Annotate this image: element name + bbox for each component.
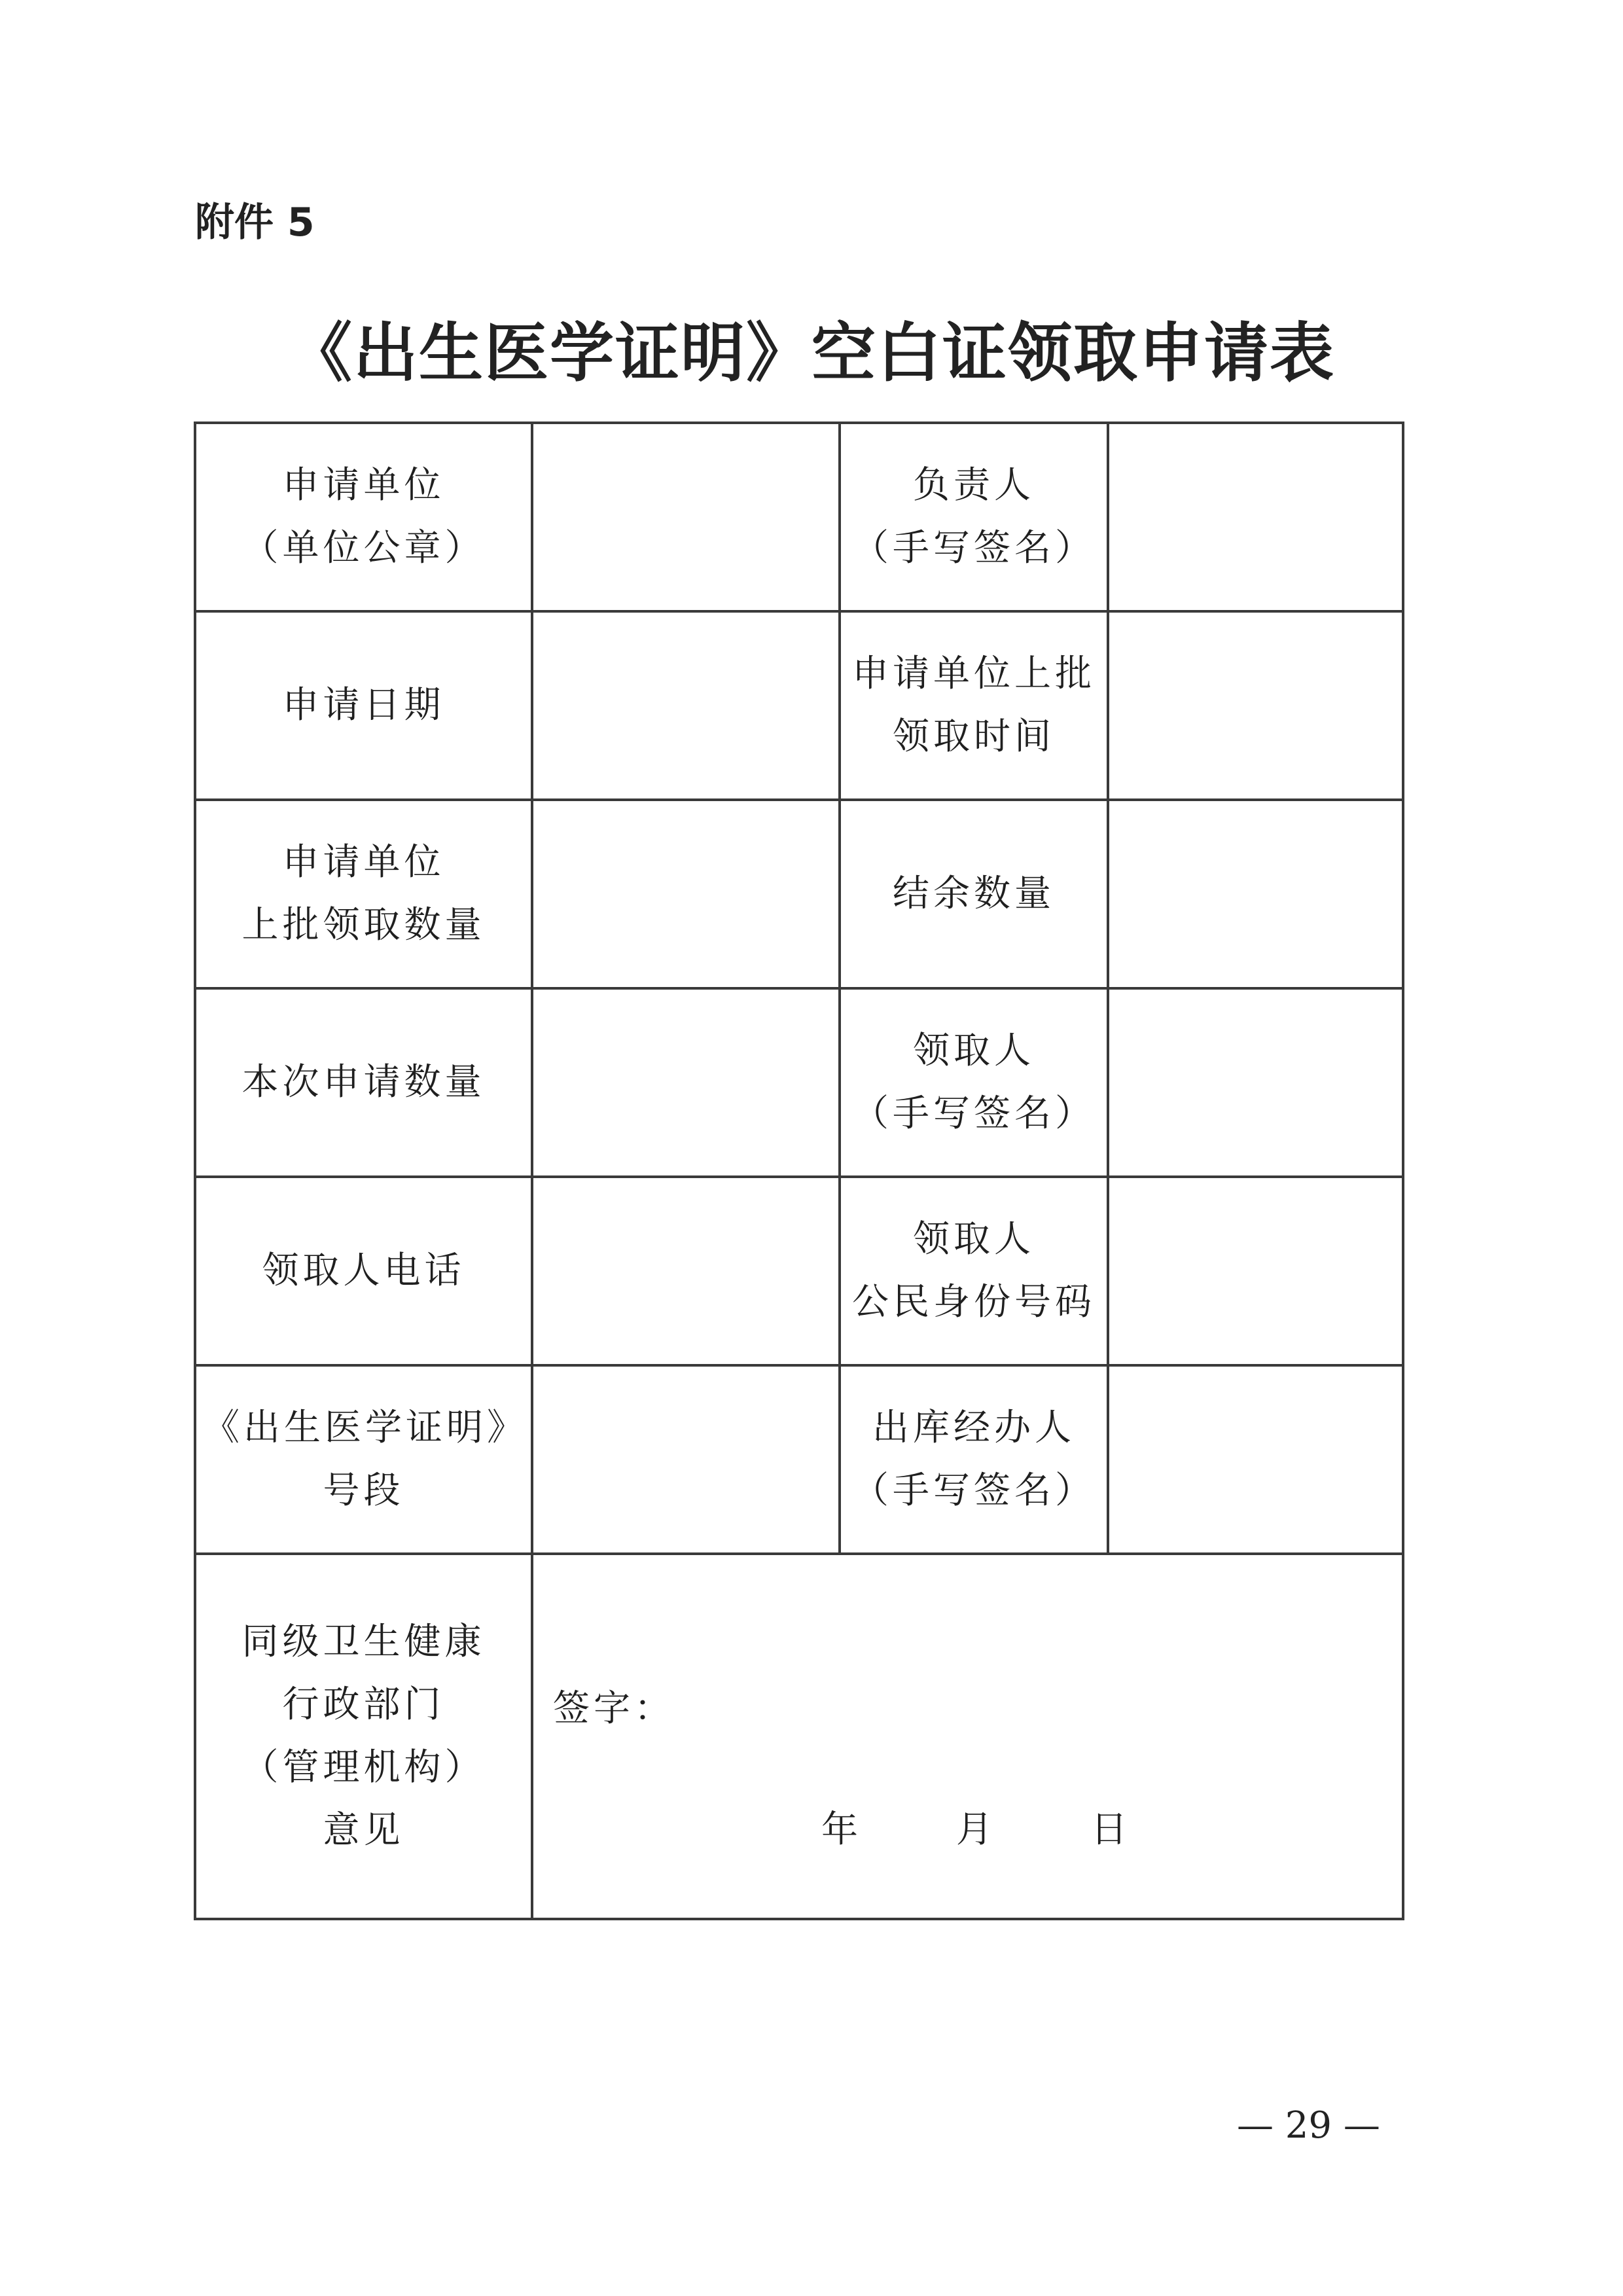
form-title: 《出生医学证明》空白证领取申请表	[287, 316, 1335, 391]
date-month-label: 月	[955, 1808, 997, 1851]
form-row-opinion	[195, 1554, 1403, 1919]
form-row	[195, 423, 1403, 611]
last-collection-time-field[interactable]	[1108, 611, 1403, 800]
responsible-person-field[interactable]	[1108, 423, 1403, 611]
label-applicant-unit: 申请单位 （单位公章）	[195, 423, 532, 611]
label-last-collection-quantity: 申请单位 上批领取数量	[195, 800, 532, 988]
label-application-date: 申请日期	[195, 611, 532, 800]
form-row	[195, 1177, 1403, 1365]
page-number: — 29 —	[1237, 2104, 1380, 2147]
date-year-label: 年	[821, 1808, 862, 1851]
current-application-quantity-field[interactable]	[532, 988, 840, 1177]
application-form-table	[194, 422, 1404, 1920]
label-recipient-signature: 领取人 （手写签名）	[840, 988, 1108, 1177]
form-row	[195, 611, 1403, 800]
label-recipient-phone: 领取人电话	[195, 1177, 532, 1365]
label-recipient-id-number: 领取人 公民身份号码	[840, 1177, 1108, 1365]
date-day-label: 日	[1090, 1808, 1132, 1851]
health-department-opinion-field[interactable]	[532, 1554, 1403, 1919]
certificate-number-range-field[interactable]	[532, 1365, 840, 1554]
application-date-field[interactable]	[532, 611, 840, 800]
label-health-department-opinion: 同级卫生健康 行政部门 （管理机构） 意见	[195, 1554, 532, 1919]
attachment-label: 附件 5	[195, 200, 315, 245]
last-collection-quantity-field[interactable]	[532, 800, 840, 988]
label-responsible-person: 负责人 （手写签名）	[840, 423, 1108, 611]
label-certificate-number-range: 《出生医学证明》 号段	[195, 1365, 532, 1554]
recipient-id-number-field[interactable]	[1108, 1177, 1403, 1365]
label-current-application-quantity: 本次申请数量	[195, 988, 532, 1177]
label-remaining-quantity: 结余数量	[840, 800, 1108, 988]
signature-date	[821, 1804, 1132, 1856]
label-last-collection-time: 申请单位上批 领取时间	[840, 611, 1108, 800]
label-warehouse-handler: 出库经办人 （手写签名）	[840, 1365, 1108, 1554]
applicant-unit-field[interactable]	[532, 423, 840, 611]
recipient-phone-field[interactable]	[532, 1177, 840, 1365]
remaining-quantity-field[interactable]	[1108, 800, 1403, 988]
form-row	[195, 800, 1403, 988]
form-row	[195, 1365, 1403, 1554]
form-row	[195, 988, 1403, 1177]
warehouse-handler-field[interactable]	[1108, 1365, 1403, 1554]
signature-label: 签字：	[553, 1687, 675, 1730]
recipient-signature-field[interactable]	[1108, 988, 1403, 1177]
